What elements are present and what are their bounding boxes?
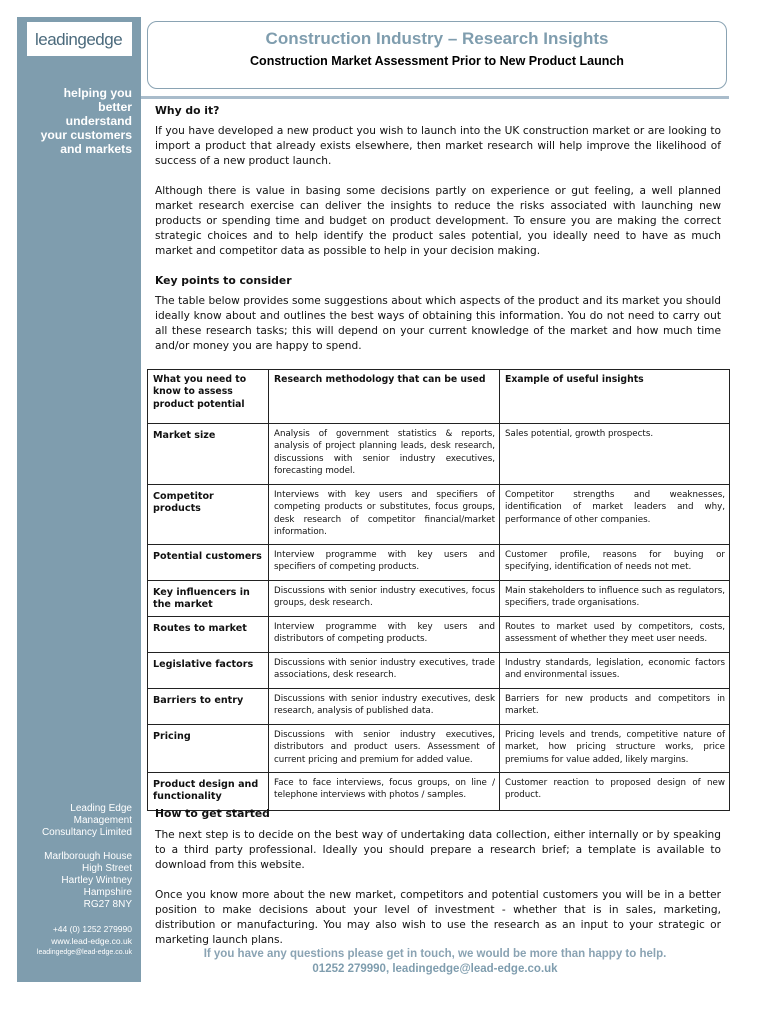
page-subtitle: Construction Market Assessment Prior to New Product Launch [250, 54, 624, 68]
table-cell-insight: Sales potential, growth prospects. [500, 424, 730, 485]
get-started-paragraph-1: The next step is to decide on the best way of undertaking data collection, either internally or by speaking to a third party professional. Ideally you should prepare a research brief; a template is available to download from this website. [155, 829, 721, 871]
key-points-paragraph: The table below provides some suggestions about which aspects of the product and its market you should ideally know about and outlines the best ways of obtaining this information. You do not need to carry out all these research tasks; this will depend on your current knowledge of the market and how much time and/or money you are happy to spend. [155, 295, 721, 352]
table-cell-insight: Main stakeholders to influence such as regulators, specifiers, trade organisations. [500, 581, 730, 617]
table-cell-insight: Industry standards, legislation, economic factors and environmental issues. [500, 653, 730, 689]
table-row [148, 725, 730, 773]
table-cell-method: Discussions with senior industry executives, trade associations, desk research. [269, 653, 500, 689]
tagline-line: and markets [60, 142, 132, 156]
table-cell-method: Interview programme with key users and specifiers of competing products. [269, 545, 500, 581]
table-cell-method: Discussions with senior industry executives, desk research, analysis of published data. [269, 689, 500, 725]
table-cell-need: Market size [148, 424, 269, 485]
why-paragraph-1: If you have developed a new product you wish to launch into the UK construction market or are looking to import a product that already exists elsewhere, then market research will help improve the likelihood of success of a new product launch. [155, 125, 721, 167]
table-cell-insight: Customer reaction to proposed design of new product. [500, 773, 730, 811]
tagline-line: helping you [63, 86, 132, 100]
why-heading: Why do it? [155, 104, 220, 117]
header-divider [141, 96, 729, 99]
company-name-line: Consultancy Limited [41, 827, 132, 838]
table-cell-method: Discussions with senior industry executives, distributors and product users. Assessment of current pricing and premium for added value. [269, 725, 500, 773]
table-row [148, 424, 730, 485]
why-paragraph-2: Although there is value in basing some decisions partly on experience or gut feeling, a well planned market research exercise can deliver the insights to reduce the risks associated with launching new products or spending time and budget on product development. To ensure you are making the correct strategic choices and to help identify the product sales potential, you ideally need to have as much market and competitor data as possible to help in your decision making. [155, 185, 721, 257]
table-cell-need: Routes to market [148, 617, 269, 653]
logo-text: leadingedge [35, 30, 123, 49]
table-cell-need: Product design and functionality [148, 773, 269, 811]
address-line: Marlborough House [44, 851, 132, 862]
table-cell-need: Key influencers in the market [148, 581, 269, 617]
company-name-line: Leading Edge [70, 803, 132, 814]
table-row [148, 653, 730, 689]
table-header-row [148, 370, 730, 424]
table-cell-need: Competitor products [148, 485, 269, 545]
header-box [147, 21, 727, 89]
tagline-line: your customers [40, 128, 132, 142]
insights-table [147, 369, 730, 811]
table-row [148, 581, 730, 617]
tagline-line: better [98, 100, 132, 114]
table-row [148, 689, 730, 725]
column-header-insight: Example of useful insights [500, 370, 730, 424]
page-title: Construction Industry – Research Insights [265, 29, 609, 48]
tagline-line: understand [65, 114, 132, 128]
key-points-heading: Key points to consider [155, 274, 292, 287]
address-line: High Street [81, 863, 132, 874]
sidebar-email-link[interactable]: leadingedge@lead-edge.co.uk [36, 949, 132, 956]
table-row [148, 617, 730, 653]
address-line: Hartley Wintney [61, 875, 132, 886]
table-cell-insight: Pricing levels and trends, competitive nature of market, how pricing structure works, price premiums for value added, likely margins. [500, 725, 730, 773]
table-cell-insight: Barriers for new products and competitors in market. [500, 689, 730, 725]
table-cell-need: Legislative factors [148, 653, 269, 689]
table-row [148, 773, 730, 811]
table-cell-method: Discussions with senior industry executives, focus groups, desk research. [269, 581, 500, 617]
get-started-paragraph-2: Once you know more about the new market, competitors and potential customers you will be in a better position to make decisions about your level of investment - whether that is in sales, marketing, distribution or manufacturing. You may also wish to use the research as an input to your strategic or marketing launch plans. [155, 889, 721, 946]
sidebar-website-link[interactable]: www.lead-edge.co.uk [51, 936, 132, 946]
get-started-heading: How to get started [155, 807, 270, 820]
table-cell-method: Analysis of government statistics & reports, analysis of project planning leads, desk research, discussions with senior industry executives, forecasting model. [269, 424, 500, 485]
sidebar-tagline [17, 86, 132, 156]
logo[interactable] [27, 22, 132, 56]
table-cell-method: Interviews with key users and specifiers of competing products or substitutes, focus groups, desk research of competitor financial/market information. [269, 485, 500, 545]
table-cell-method: Face to face interviews, focus groups, on line / telephone interviews with photos / samples. [269, 773, 500, 811]
footer-contact-prompt: If you have any questions please get in touch, we would be more than happy to help. [203, 948, 667, 960]
address-line: RG27 8NY [83, 899, 132, 910]
sidebar-phone[interactable]: +44 (0) 1252 279990 [52, 924, 132, 934]
address-line: Hampshire [83, 887, 132, 898]
table-cell-need: Pricing [148, 725, 269, 773]
company-name-line: Management [73, 815, 132, 826]
table-cell-insight: Customer profile, reasons for buying or specifying, identification of needs not met. [500, 545, 730, 581]
table-cell-insight: Competitor strengths and weaknesses, identification of market leaders and why, performance of other companies. [500, 485, 730, 545]
footer-contact-details[interactable]: 01252 279990, leadingedge@lead-edge.co.uk [312, 963, 558, 975]
table-cell-insight: Routes to market used by competitors, costs, assessment of whether they meet user needs. [500, 617, 730, 653]
company-contact-block [17, 803, 132, 959]
column-header-method: Research methodology that can be used [269, 370, 500, 424]
column-header-need: What you need to know to assess product potential [148, 370, 269, 424]
table-cell-need: Potential customers [148, 545, 269, 581]
table-cell-method: Interview programme with key users and distributors of competing products. [269, 617, 500, 653]
table-cell-need: Barriers to entry [148, 689, 269, 725]
table-row [148, 485, 730, 545]
table-row [148, 545, 730, 581]
